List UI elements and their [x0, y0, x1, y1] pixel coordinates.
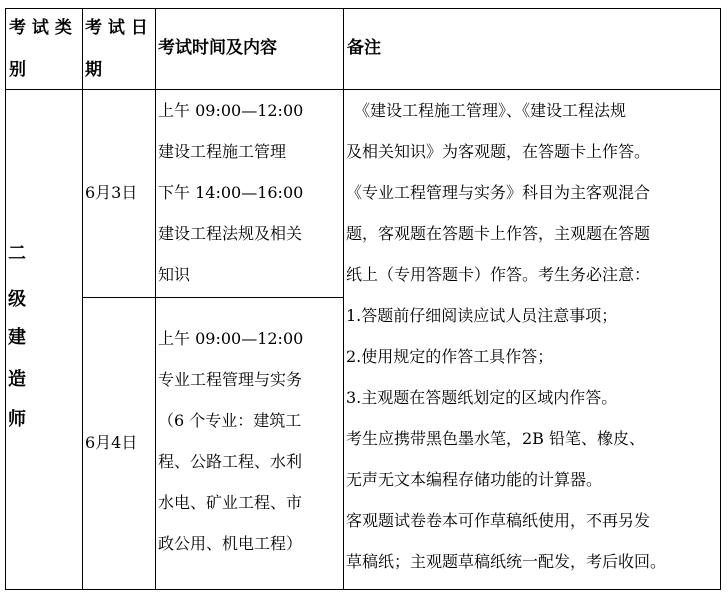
day2-content-line: 政公用、机电工程） [158, 534, 303, 553]
remarks-line: 题，客观题在答题卡上作答，主观题在答题 [346, 224, 651, 243]
header-date-line1: 考 试 日 [85, 18, 148, 38]
header-remarks: 备注 [347, 38, 381, 58]
category-char: 师 [8, 409, 26, 430]
table-border-top [5, 8, 721, 9]
header-date-line2: 期 [85, 60, 102, 80]
remarks-line: 1.答题前仔细阅读应试人员注意事项； [346, 306, 618, 325]
category-char: 建 [8, 327, 26, 348]
remarks-line: 草稿纸；主观题草稿纸统一配发，考后收回。 [346, 552, 667, 571]
table-border-right [720, 8, 721, 590]
table-border-left [5, 8, 6, 590]
remarks-line: 及相关知识》为客观题，在答题卡上作答。 [346, 142, 651, 161]
day1-content-line: 知识 [158, 265, 191, 284]
day1-content-line: 上午 09:00—12:00 [158, 101, 304, 120]
col-divider-1 [82, 8, 83, 590]
remarks-line: 3.主观题在答题纸划定的区域内作答。 [346, 388, 618, 407]
header-category-line1: 考 试 类 [9, 18, 72, 38]
day2-content-line: （6 个专业：建筑工 [158, 411, 302, 430]
remarks-line: 考生应携带黑色墨水笔，2B 铅笔、橡皮、 [346, 429, 646, 448]
remarks-line: 《建设工程施工管理》、《建设工程法规 [346, 101, 627, 120]
row-divider [82, 297, 343, 298]
day1-content-line: 建设工程施工管理 [158, 142, 287, 161]
day2-content-line: 程、公路工程、水利 [158, 452, 303, 471]
header-category-line2: 别 [9, 60, 26, 80]
day1-content-line: 建设工程法规及相关 [158, 224, 303, 243]
category-char: 造 [8, 369, 26, 390]
day1-content-line: 下午 14:00—16:00 [158, 183, 304, 202]
remarks-line: 2.使用规定的作答工具作答； [346, 347, 554, 366]
category-char: 二 [8, 243, 26, 264]
remarks-line: 客观题试卷卷本可作草稿纸使用，不再另发 [346, 511, 651, 530]
day2-content-line: 水电、矿业工程、市 [158, 493, 303, 512]
table-border-bottom [5, 589, 721, 590]
day2-content-line: 上午 09:00—12:00 [158, 329, 304, 348]
col-divider-3 [343, 8, 344, 590]
remarks-line: 《专业工程管理与实务》科目为主客观混合 [346, 183, 651, 202]
header-divider [5, 89, 721, 90]
remarks-line: 纸上（专用答题卡）作答。考生务必注意： [346, 265, 651, 284]
header-time-content: 考试时间及内容 [158, 38, 277, 58]
category-char: 级 [8, 289, 26, 310]
col-divider-2 [155, 8, 156, 590]
exam-date-day2: 6月4日 [85, 433, 138, 452]
day2-content-line: 专业工程管理与实务 [158, 370, 303, 389]
exam-date-day1: 6月3日 [85, 183, 138, 202]
remarks-line: 无声无文本编程存储功能的计算器。 [346, 470, 603, 489]
